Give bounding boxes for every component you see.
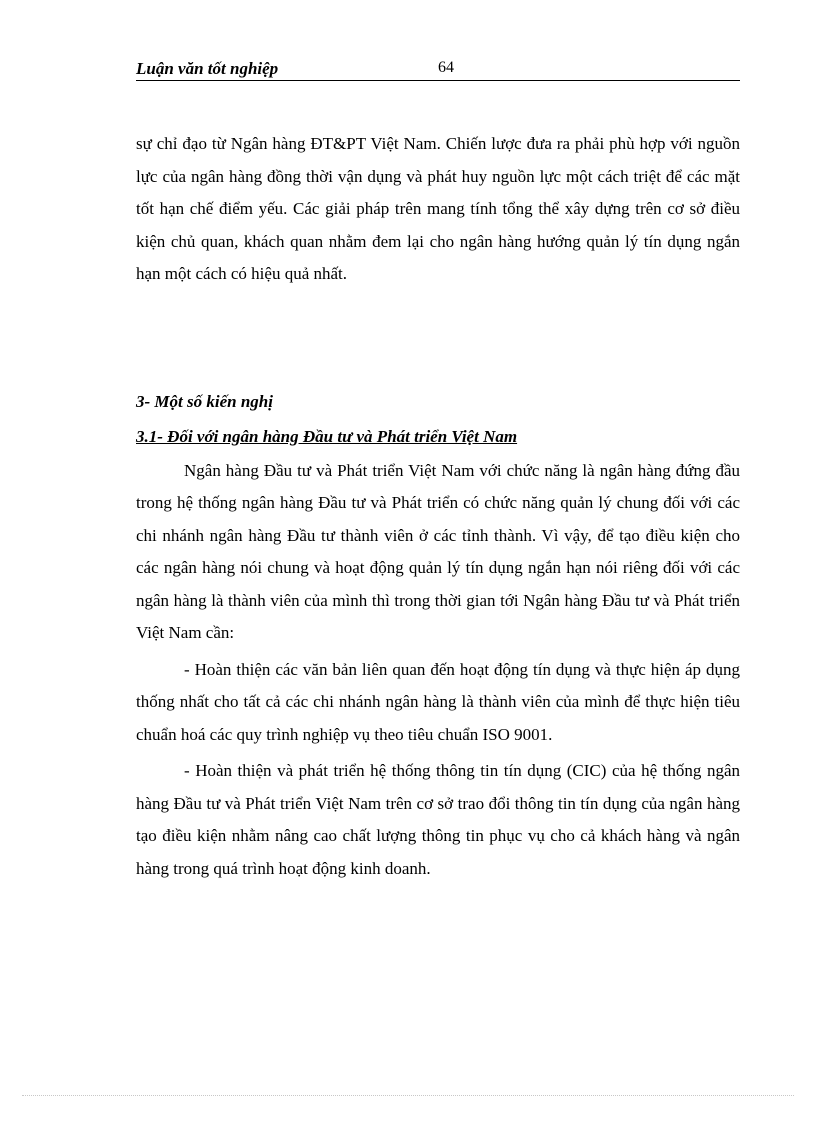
- page-number: 64: [438, 59, 454, 76]
- page-header: [136, 58, 740, 81]
- section-heading: 3- Một số kiến nghị: [136, 391, 273, 411]
- body-paragraph: Ngân hàng Đầu tư và Phát triển Việt Nam với chức năng là ngân hàng đứng đầu trong hệ thống ngân hàng Đầu tư và Phát triển có chức năng quản lý chung đối với các chi nhánh ngân hàng Đầu tư thành viên ở các tỉnh thành. Vì vậy, để tạo điều kiện cho các ngân hàng nói chung và hoạt động quản lý tín dụng ngắn hạn nói riêng đối với các ngân hàng là thành viên của mình thì trong thời gian tới Ngân hàng Đầu tư và Phát triển Việt Nam cần:: [136, 460, 740, 642]
- bullet-paragraph: - Hoàn thiện và phát triển hệ thống thông tin tín dụng (CIC) của hệ thống ngân hàng Đầu tư và Phát triển Việt Nam trên cơ sở trao đổi thông tin tín dụng của ngân hàng tạo điều kiện nhằm nâng cao chất lượng thông tin phục vụ cho cả khách hàng và ngân hàng trong quá trình hoạt động kinh doanh.: [136, 761, 740, 878]
- intro-paragraph: sự chỉ đạo từ Ngân hàng ĐT&PT Việt Nam. Chiến lược đưa ra phải phù hợp với nguồn lực của ngân hàng đồng thời vận dụng và phát huy nguồn lực một cách triệt để các mặt tốt hạn chế điểm yếu. Các giải pháp trên mang tính tổng thể xây dựng trên cơ sở điều kiện chủ quan, khách quan nhằm đem lại cho ngân hàng hướng quản lý tín dụng ngắn hạn một cách có hiệu quả nhất.: [136, 134, 740, 283]
- page-body: [136, 128, 740, 885]
- page-bottom-border: [22, 1095, 794, 1096]
- document-title: Luận văn tốt nghiệp: [136, 59, 279, 78]
- bullet-paragraph: - Hoàn thiện các văn bản liên quan đến hoạt động tín dụng và thực hiện áp dụng thống nhất cho tất cả các chi nhánh ngân hàng là thành viên của mình để thực hiện tiêu chuẩn hoá các quy trình nghiệp vụ theo tiêu chuẩn ISO 9001.: [136, 659, 740, 744]
- subsection-heading: 3.1- Đối với ngân hàng Đầu tư và Phát triển Việt Nam: [136, 426, 518, 446]
